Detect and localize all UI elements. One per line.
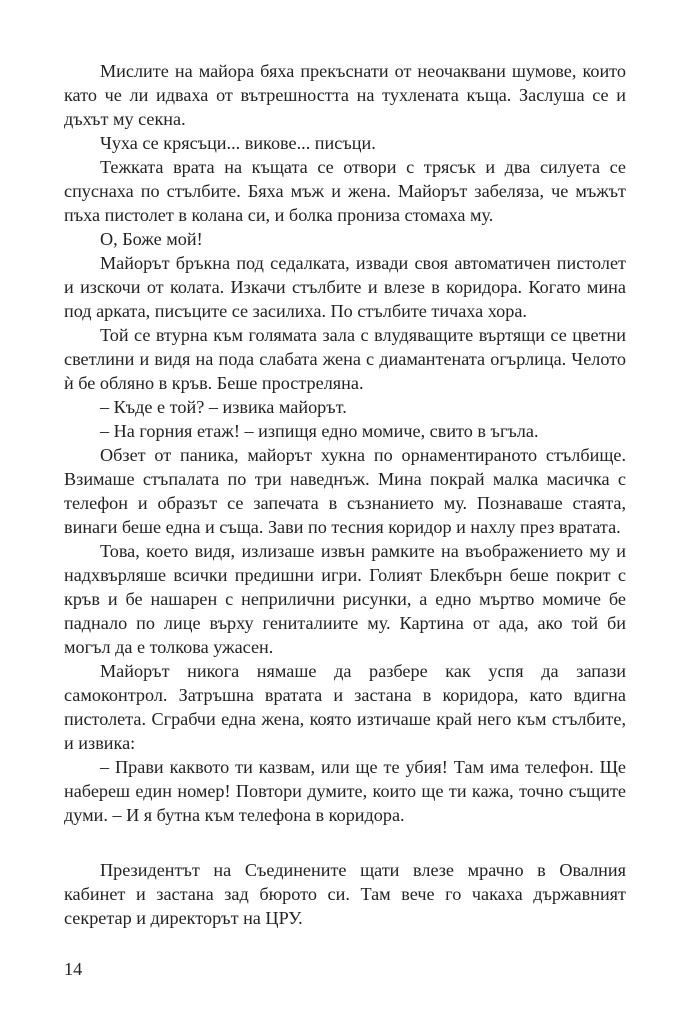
dialogue-line: – Прави каквото ти казвам, или ще те убия! Там има телефон. Ще набереш един номер! Повтори думите, които ще ти кажа, точно същите думи. – И я бутна към телефона в коридора. xyxy=(64,757,626,825)
paragraph: Това, което видя, излизаше извън рамките на въображението му и надхвърляше всички предишни игри. Голият Блекбърн беше покрит с кръв и бе нашарен с неприлични рисунки, а едно мъртво момиче бе паднало по лице върху гениталиите му. Картина от ада, ако той би могъл да е толкова ужасен. xyxy=(64,541,626,657)
paragraph: Майорът никога нямаше да разбере как успя да запази самоконтрол. Затръшна вратата и застана в коридора, като вдигна пистолета. Сграбчи една жена, която изтичаше край него към стълбите, и извика: xyxy=(64,661,626,753)
paragraph: Той се втурна към голямата зала с влудяващите въртящи се цветни светлини и видя на пода слабата жена с диамантената огърлица. Челото ѝ бе обляно в кръв. Беше простреляна. xyxy=(64,325,626,393)
paragraph: Президентът на Съединените щати влезе мрачно в Овалния кабинет и застана зад бюрото си. Там вече го чакаха държавният секретар и директорът на ЦРУ. xyxy=(64,860,626,928)
scene-break-text xyxy=(64,858,626,930)
paragraph: Мислите на майора бяха прекъснати от неочаквани шумове, които като че ли идваха от вътрешността на тухлената къща. Заслуша се и дъхът му секна. xyxy=(64,61,626,129)
paragraph: Майорът бръкна под седалката, извади своя автоматичен пистолет и изскочи от колата. Изкачи стълбите и влезе в коридора. Когато мина под арката, писъците се засилиха. По стълбите тичаха хора. xyxy=(64,253,626,321)
dialogue-line: – На горния етаж! – изпищя едно момиче, свито в ъгъла. xyxy=(100,421,539,441)
paragraph: О, Боже мой! xyxy=(100,229,203,249)
paragraph: Тежката врата на къщата се отвори с трясък и два силуета се спуснаха по стълбите. Бяха мъж и жена. Майорът забеляза, че мъжът пъха пистолет в колана си, и болка прониза стомаха му. xyxy=(64,157,626,225)
page-number: 14 xyxy=(64,959,83,979)
main-text xyxy=(64,59,626,827)
paragraph: Обзет от паника, майорът хукна по орнаментираното стълбище. Взимаше стъпалата по три наведнъж. Мина покрай малка масичка с телефон и образът се запечата в съзнанието му. Познаваше стаята, винаги беше една и съща. Зави по тесния коридор и нахлу през вратата. xyxy=(64,445,626,537)
paragraph: Чуха се крясъци... викове... писъци. xyxy=(100,133,376,153)
dialogue-line: – Къде е той? – извика майорът. xyxy=(100,397,347,417)
